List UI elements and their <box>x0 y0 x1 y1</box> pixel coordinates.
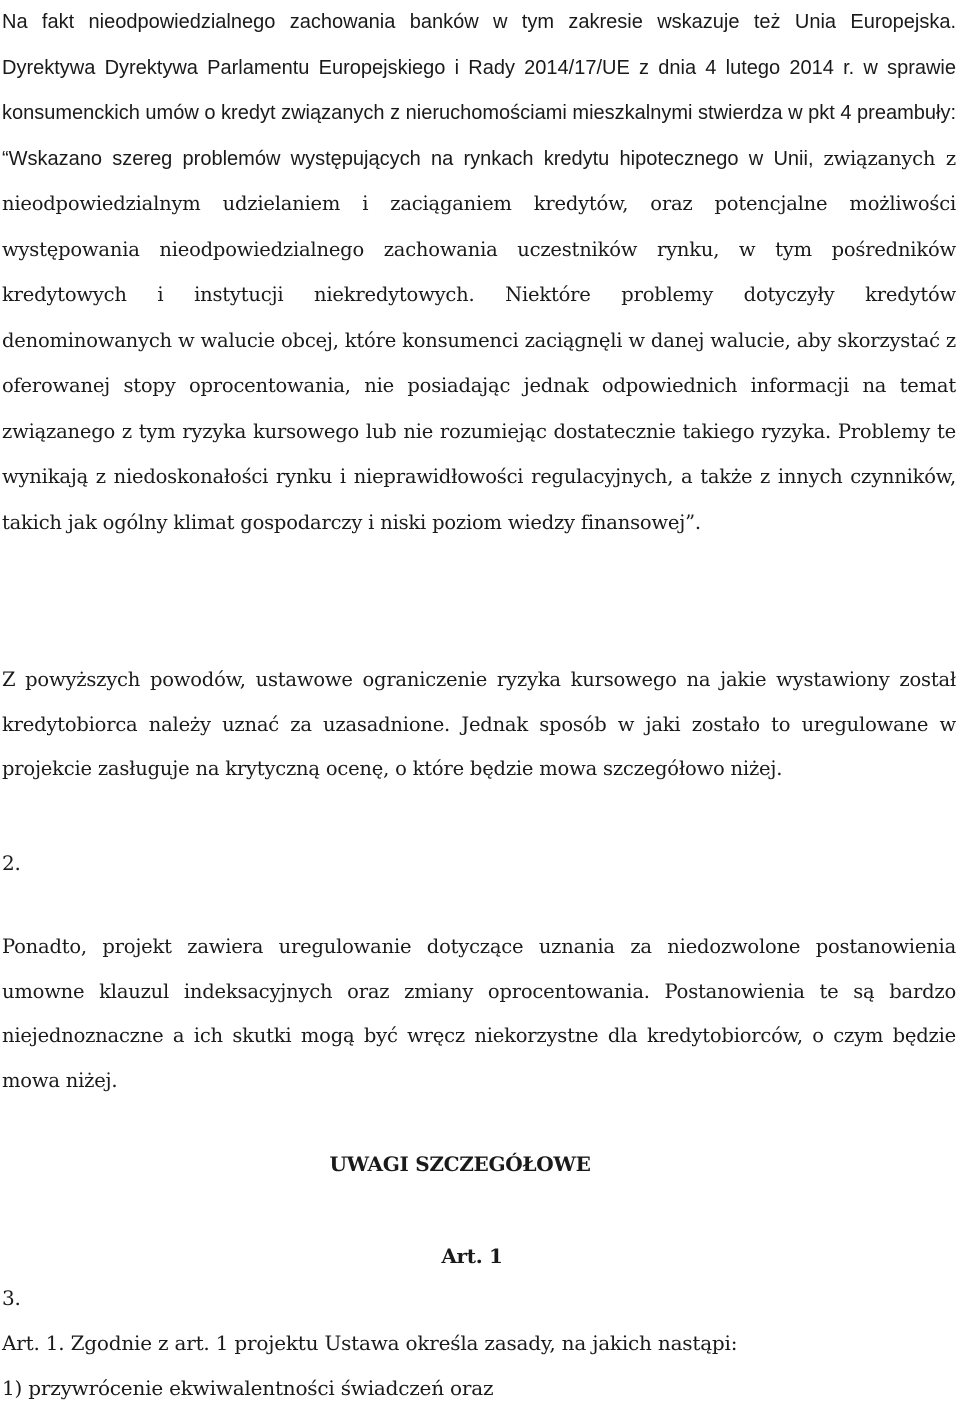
section-number-2: 2. <box>2 851 21 875</box>
quote-continuation-text: związanych z nieodpowiedzialnym udzielaniem i zaciąganiem kredytów, oraz potencjalne możliwości występowania nieodpowiedzialnego zachowania uczestników rynku, w tym pośredników kredytowych i instytucji niekredytowych. Niektóre problemy dotyczyły kredytów denominowanych w walucie obcej, które konsumenci zaciągnęli w danej walucie, aby skorzystać z oferowanej stopy oprocentowania, nie posiadając jednak odpowiednich informacji na temat związanego z tym ryzyka kursowego lub nie rozumiejąc dostatecznie takiego ryzyka. Problemy te wynikają z niedoskonałości rynku i nieprawidłowości regulacyjnych, a także z innych czynników, takich jak ogólny klimat gospodarczy i niski poziom wiedzy finansowej”. <box>2 146 957 534</box>
heading-article-1: Art. 1 <box>441 1244 503 1268</box>
list-item-point-1: 1) przywrócenie ekwiwalentności świadczeń oraz <box>2 1376 494 1400</box>
paragraph-intro-text: Na fakt nieodpowiedzialnego zachowania banków w tym zakresie wskazuje też Unia Europejska. Dyrektywa Dyrektywa Parlamentu Europejskiego i Rady 2014/17/UE z dnia 4 lutego 2014 r. w sprawie konsumenckich umów o kredyt związanych z nieruchomościami mieszkalnymi stwierdza w pkt 4 preambuły: <box>2 11 956 124</box>
paragraph-eu-directive <box>2 0 956 545</box>
paragraph-indexation-clauses: Ponadto, projekt zawiera uregulowanie dotyczące uznania za niedozwolone postanowienia umowne klauzul indeksacyjnych oraz zmiany oprocentowania. Postanowienia te są bardzo niejednoznaczne a ich skutki mogą być wręcz niekorzystne dla kredytobiorców, o czym będzie mowa niżej. <box>2 935 956 1092</box>
heading-detailed-remarks: UWAGI SZCZEGÓŁOWE <box>329 1152 591 1176</box>
article-1-line: Art. 1. Zgodnie z art. 1 projektu Ustawa określa zasady, na jakich nastąpi: <box>2 1331 738 1355</box>
paragraph-conclusion: Z powyższych powodów, ustawowe ograniczenie ryzyka kursowego na jakie wystawiony został kredytobiorca należy uznać za uzasadnione. Jednak sposób w jaki zostało to uregulowane w projekcie zasługuje na krytyczną ocenę, o które będzie mowa szczegółowo niżej. <box>2 668 956 780</box>
section-number-3: 3. <box>2 1286 21 1310</box>
quote-opening-text: “Wskazano szereg problemów występujących na rynkach kredytu hipotecznego w Unii, <box>2 147 814 170</box>
